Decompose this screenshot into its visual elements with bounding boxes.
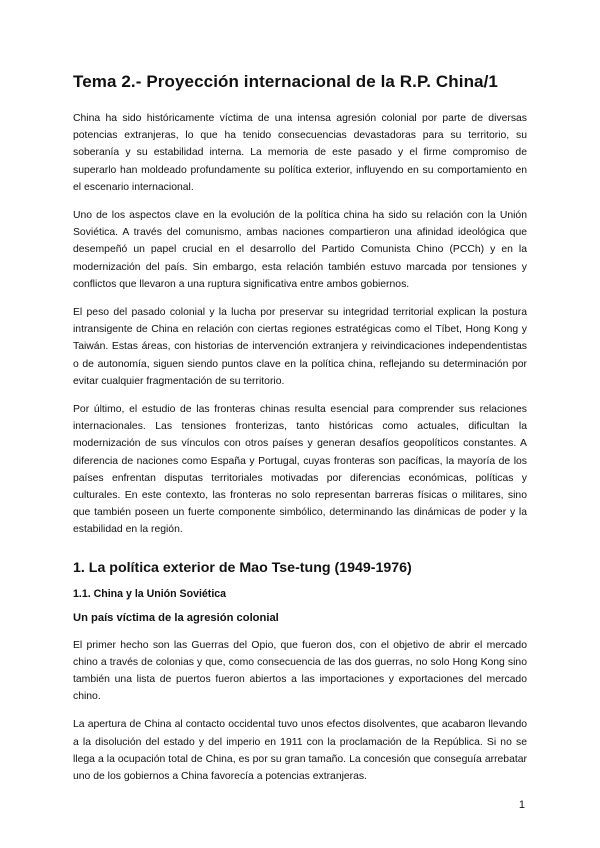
section-heading: 1. La política exterior de Mao Tse-tung (1949-1976)	[73, 559, 412, 576]
intro-paragraph: Por último, el estudio de las fronteras chinas resulta esencial para comprender sus relaciones internacionales. Las tensiones fronterizas, tanto históricas como actuales, dificultan la modernización de sus vínculos con otros países y generan desafíos geopolíticos constantes. A diferencia de naciones como España y Portugal, cuyas fronteras son pacíficas, la mayoría de los países enfrentan disputas territoriales motivadas por diferencias económicas, políticas y culturales. En este contexto, las fronteras no solo representan barreras físicas o militares, sino que también poseen un fuerte componente simbólico, determinando las dinámicas de poder y la estabilidad en la región.	[73, 404, 527, 536]
intro-paragraph: El peso del pasado colonial y la lucha por preservar su integridad territorial explican la postura intransigente de China en relación con ciertas regiones estratégicas como el Tíbet, Hong Kong y Taiwán. Estas áreas, con historias de intervención extranjera y reivindicaciones independentistas o de autonomía, siguen siendo puntos clave en la política china, reflejando su determinación por evitar cualquier fragmentación de su territorio.	[73, 307, 527, 387]
page-number: 1	[518, 799, 525, 811]
subsubsection-heading: Un país víctima de la agresión colonial	[73, 611, 279, 624]
subsection-heading: 1.1. China y la Unión Soviética	[73, 587, 227, 600]
intro-paragraph: Uno de los aspectos clave en la evolución de la política china ha sido su relación con la Unión Soviética. A través del comunismo, ambas naciones compartieron una afinidad ideológica que desempeñó un papel crucial en el desarrollo del Partido Comunista Chino (PCCh) y en la modernización del país. Sin embargo, esta relación también estuvo marcada por tensiones y conflictos que llevaron a una ruptura significativa entre ambos gobiernos.	[73, 210, 527, 290]
document-title: Tema 2.- Proyección internacional de la R.P. China/1	[73, 72, 498, 91]
intro-paragraph: China ha sido históricamente víctima de una intensa agresión colonial por parte de diversas potencias extranjeras, lo que ha tenido consecuencias devastadoras para su territorio, su soberanía y su estabilidad interna. La memoria de este pasado y el firme compromiso de superarlo han moldeado profundamente su política exterior, influyendo en su comportamiento en el escenario internacional.	[73, 113, 527, 193]
body-paragraph: La apertura de China al contacto occidental tuvo unos efectos disolventes, que acabaron llevando a la disolución del estado y del imperio en 1911 con la proclamación de la República. Si no se llega a la ocupación total de China, es por su gran tamaño. La concesión que conseguía arrebatar uno de los gobiernos a China favorecía a potencias extranjeras.	[73, 719, 527, 783]
body-paragraph: El primer hecho son las Guerras del Opio, que fueron dos, con el objetivo de abrir el mercado chino a través de colonias y que, como consecuencia de las dos guerras, no solo Hong Kong sino también una lista de puertos fueron abiertos a las importaciones y exportaciones del mercado chino.	[73, 639, 527, 703]
page-content	[73, 72, 527, 796]
